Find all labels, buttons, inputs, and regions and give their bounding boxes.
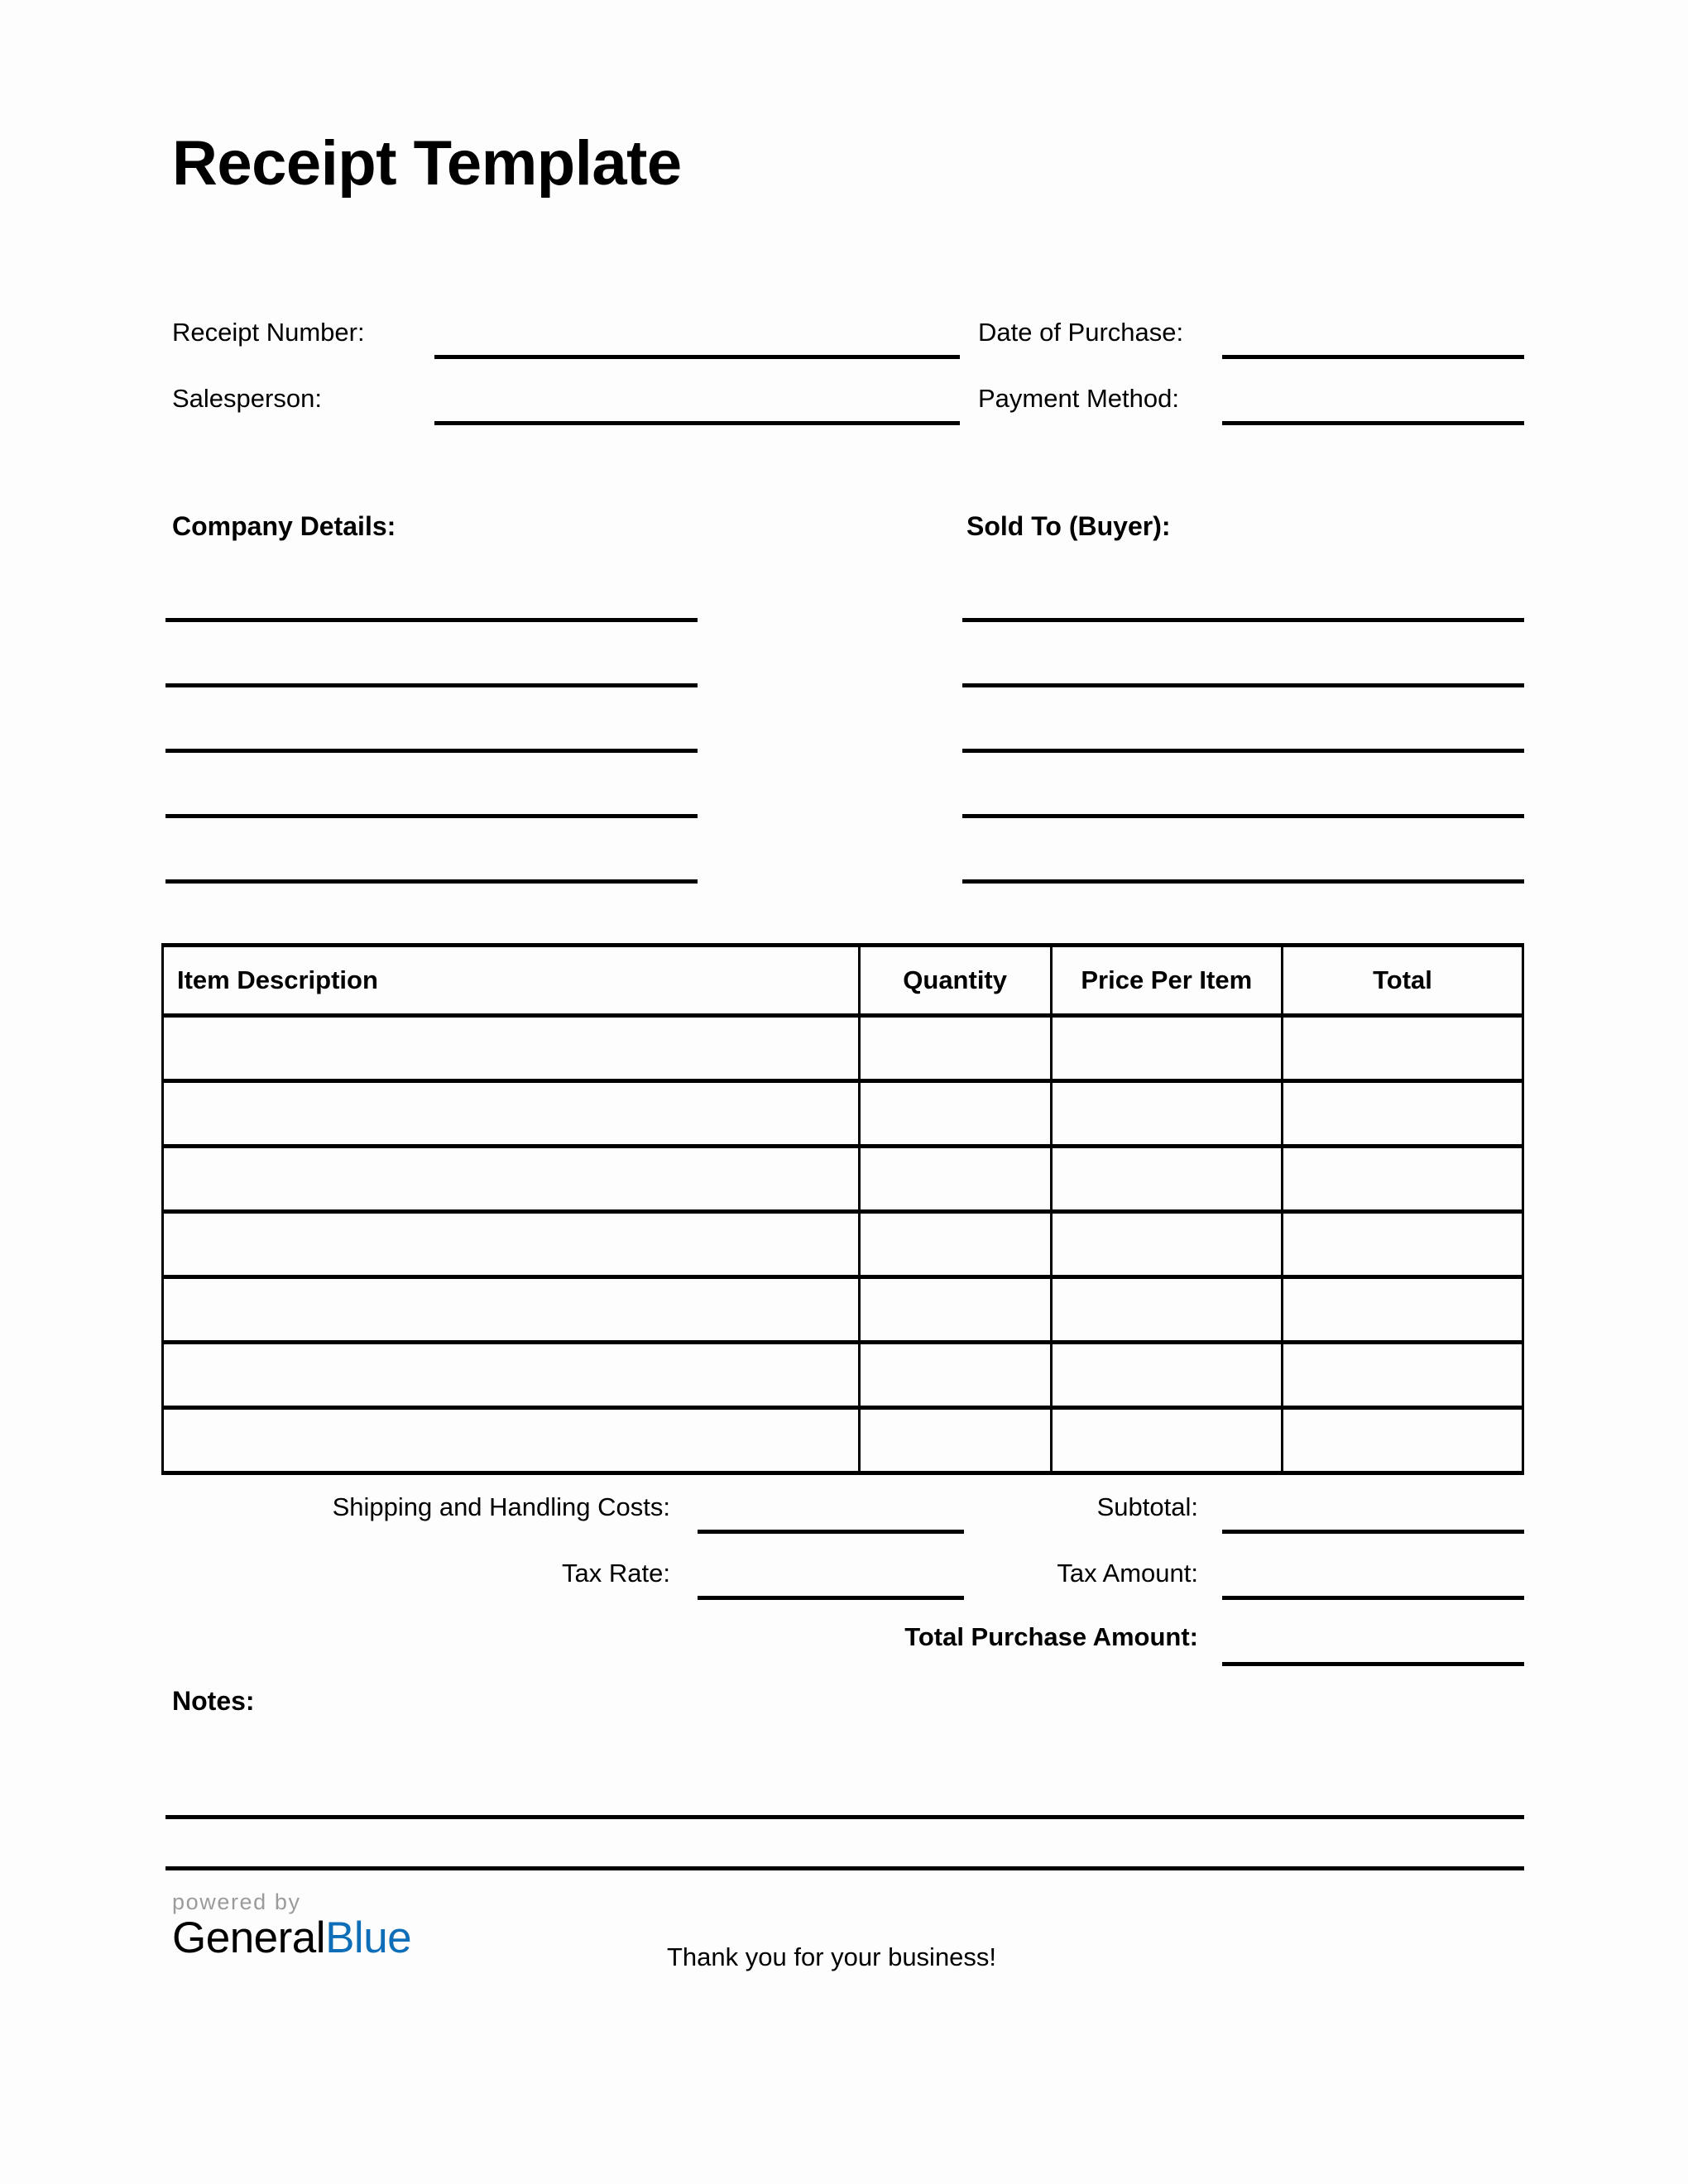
- cell-quantity[interactable]: [859, 1212, 1051, 1277]
- notes-line-2[interactable]: [165, 1866, 1524, 1870]
- cell-price-per-item[interactable]: [1051, 1343, 1282, 1408]
- company-details-line-2[interactable]: [165, 683, 698, 687]
- cell-total[interactable]: [1283, 1277, 1523, 1343]
- cell-quantity[interactable]: [859, 1081, 1051, 1147]
- cell-total[interactable]: [1283, 1147, 1523, 1212]
- subtotal-input[interactable]: [1222, 1530, 1524, 1534]
- cell-price-per-item[interactable]: [1051, 1147, 1282, 1212]
- cell-total[interactable]: [1283, 1016, 1523, 1081]
- buyer-details-line-2[interactable]: [962, 683, 1524, 687]
- cell-quantity[interactable]: [859, 1277, 1051, 1343]
- notes-line-1[interactable]: [165, 1815, 1524, 1819]
- table-row: [163, 1147, 1523, 1212]
- salesperson-input[interactable]: [434, 421, 960, 425]
- subtotal-label: Subtotal:: [1096, 1492, 1198, 1521]
- cell-total[interactable]: [1283, 1408, 1523, 1473]
- table-header-row: [163, 946, 1523, 1016]
- total-purchase-amount-label: Total Purchase Amount:: [904, 1622, 1198, 1651]
- buyer-details-line-3[interactable]: [962, 749, 1524, 753]
- table-row: [163, 1016, 1523, 1081]
- cell-price-per-item[interactable]: [1051, 1212, 1282, 1277]
- items-table: [161, 943, 1524, 1475]
- cell-item-description[interactable]: [163, 1408, 860, 1473]
- generalblue-logo: [172, 1891, 411, 1960]
- company-details-line-4[interactable]: [165, 814, 698, 818]
- sold-to-buyer-heading: Sold To (Buyer):: [966, 511, 1171, 541]
- receipt-number-label: Receipt Number:: [172, 318, 365, 347]
- cell-price-per-item[interactable]: [1051, 1408, 1282, 1473]
- table-row: [163, 1408, 1523, 1473]
- payment-method-label: Payment Method:: [978, 384, 1179, 413]
- cell-quantity[interactable]: [859, 1343, 1051, 1408]
- cell-price-per-item[interactable]: [1051, 1081, 1282, 1147]
- brand-name-general: General: [172, 1913, 326, 1962]
- column-header-quantity: Quantity: [859, 946, 1051, 1016]
- tax-amount-input[interactable]: [1222, 1596, 1524, 1600]
- column-header-price-per-item: Price Per Item: [1051, 946, 1282, 1016]
- company-details-line-5[interactable]: [165, 879, 698, 884]
- notes-heading: Notes:: [172, 1686, 255, 1716]
- tax-rate-input[interactable]: [698, 1596, 964, 1600]
- table-row: [163, 1081, 1523, 1147]
- cell-price-per-item[interactable]: [1051, 1016, 1282, 1081]
- thank-you-message: Thank you for your business!: [667, 1942, 997, 1971]
- tax-amount-label: Tax Amount:: [1057, 1559, 1198, 1588]
- shipping-handling-input[interactable]: [698, 1530, 964, 1534]
- table-row: [163, 1343, 1523, 1408]
- cell-quantity[interactable]: [859, 1408, 1051, 1473]
- date-of-purchase-input[interactable]: [1222, 355, 1524, 359]
- items-table-body: [163, 1016, 1523, 1473]
- company-details-line-1[interactable]: [165, 618, 698, 622]
- cell-total[interactable]: [1283, 1212, 1523, 1277]
- buyer-details-line-4[interactable]: [962, 814, 1524, 818]
- table-row: [163, 1277, 1523, 1343]
- receipt-number-input[interactable]: [434, 355, 960, 359]
- buyer-details-line-1[interactable]: [962, 618, 1524, 622]
- cell-total[interactable]: [1283, 1343, 1523, 1408]
- company-details-heading: Company Details:: [172, 511, 396, 541]
- cell-total[interactable]: [1283, 1081, 1523, 1147]
- cell-quantity[interactable]: [859, 1147, 1051, 1212]
- powered-by-label: powered by: [172, 1889, 301, 1914]
- brand-wordmark: [172, 1913, 412, 1962]
- column-header-item-description: Item Description: [163, 946, 860, 1016]
- column-header-total: Total: [1283, 946, 1523, 1016]
- company-details-line-3[interactable]: [165, 749, 698, 753]
- page-title: Receipt Template: [172, 128, 682, 199]
- cell-quantity[interactable]: [859, 1016, 1051, 1081]
- table-row: [163, 1212, 1523, 1277]
- cell-item-description[interactable]: [163, 1212, 860, 1277]
- brand-name-blue: Blue: [325, 1913, 412, 1962]
- cell-item-description[interactable]: [163, 1277, 860, 1343]
- total-purchase-amount-input[interactable]: [1222, 1662, 1524, 1666]
- cell-item-description[interactable]: [163, 1081, 860, 1147]
- cell-price-per-item[interactable]: [1051, 1277, 1282, 1343]
- payment-method-input[interactable]: [1222, 421, 1524, 425]
- cell-item-description[interactable]: [163, 1147, 860, 1212]
- salesperson-label: Salesperson:: [172, 384, 322, 413]
- buyer-details-line-5[interactable]: [962, 879, 1524, 884]
- shipping-handling-label: Shipping and Handling Costs:: [332, 1492, 670, 1521]
- cell-item-description[interactable]: [163, 1343, 860, 1408]
- date-of-purchase-label: Date of Purchase:: [978, 318, 1184, 347]
- cell-item-description[interactable]: [163, 1016, 860, 1081]
- tax-rate-label: Tax Rate:: [562, 1559, 670, 1588]
